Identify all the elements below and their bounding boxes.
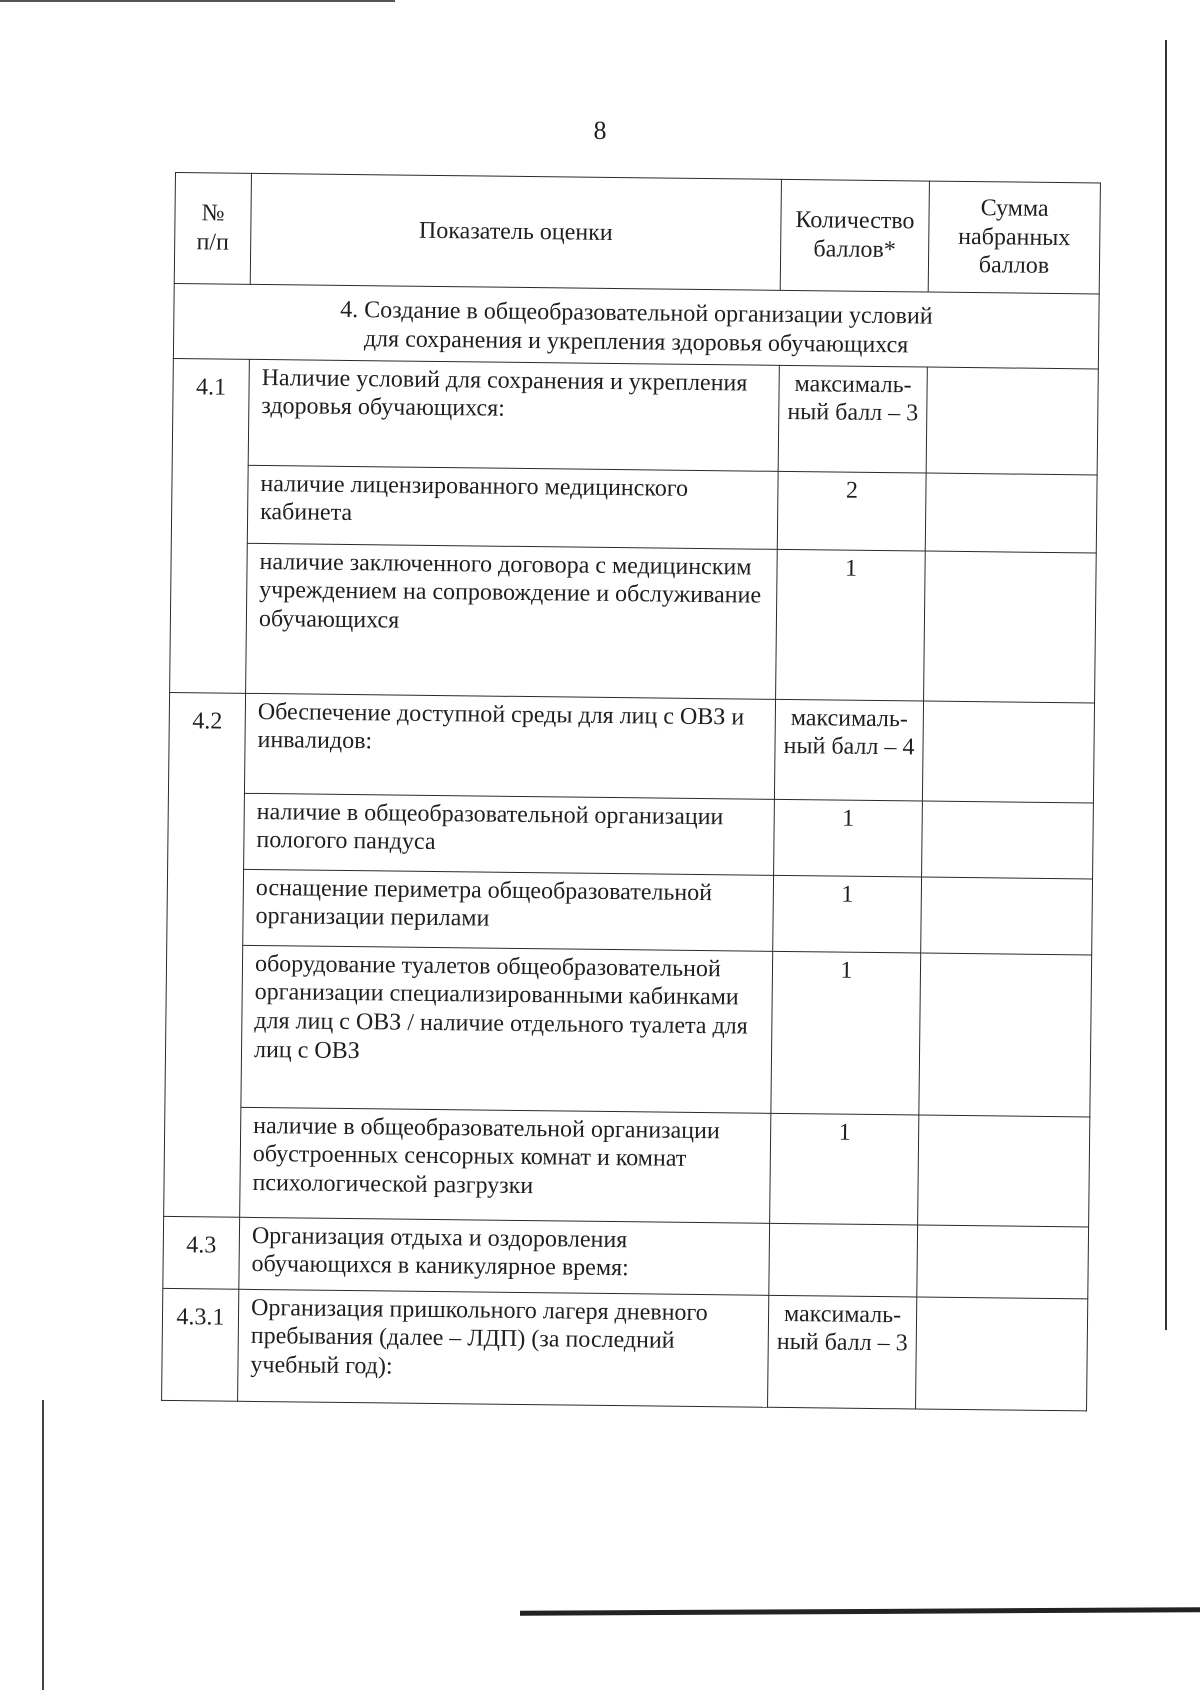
row-indicator: Организация отдыха и оздоровления обучающихся в каникулярное время: [239,1217,770,1295]
row-points: 1 [770,1113,919,1225]
row-indicator: наличие в общеобразовательной организации обустроенных сенсорных комнат и комнат психологической разгрузки [240,1107,771,1223]
row-indicator: наличие лицензированного медицинского кабинета [247,465,778,549]
row-sum [918,1115,1090,1227]
header-points [780,179,929,292]
table-row [162,1288,1088,1410]
row-sum [917,1225,1089,1299]
row-points [769,1223,918,1297]
scan-edge-top [0,0,395,2]
header-sum-line: баллов [978,252,1050,280]
header-indicator: Показатель оценки [250,173,781,290]
header-num-line: п/п [196,229,230,256]
row-sum [926,367,1098,475]
row-sum [925,473,1097,553]
section-title-line: для сохранения и укрепления здоровья обучающихся [363,325,909,359]
section-title-line: 4. Создание в общеобразовательной организации условий [340,296,933,330]
row-points: 1 [776,549,926,701]
header-sum [928,181,1100,294]
row-points: максималь- ный балл – 3 [778,365,927,473]
row-points: 1 [773,875,922,953]
row-sum [921,877,1093,955]
header-sum-line: Сумма [980,194,1049,222]
row-indicator: Наличие условий для сохранения и укрепления здоровья обучающихся: [248,359,779,471]
row-number: 4.1 [170,358,250,693]
row-sum [916,1297,1088,1411]
table-header-row [174,173,1100,294]
row-indicator: оснащение периметра общеобразовательной организации перилами [243,869,774,951]
row-sum [919,953,1092,1117]
row-points: максималь- ный балл – 4 [774,699,923,801]
section-row [173,283,1099,368]
header-num-line: № [201,200,225,227]
row-sum [922,701,1094,803]
row-indicator: наличие в общеобразовательной организации пологого пандуса [244,793,775,875]
header-sum-line: набранных [958,223,1071,251]
row-points: 2 [777,471,926,551]
row-points: 1 [774,799,923,877]
table-row [171,464,1097,552]
row-sum [922,801,1094,879]
row-number: 4.3 [163,1216,240,1289]
section-title [173,283,1099,368]
scan-edge-left [42,1400,44,1690]
row-indicator: Организация пришкольного лагеря дневного пребывания (далее – ЛДП) (за последний учебный год): [238,1289,769,1407]
table-row [172,358,1098,474]
row-sum [924,551,1097,703]
scan-edge-bottom [520,1607,1200,1616]
header-num [174,173,251,285]
table-row [168,792,1094,878]
row-number: 4.3.1 [162,1288,239,1401]
header-points-line: Количество [795,207,915,235]
table-row [164,1106,1090,1226]
row-points: 1 [771,951,921,1115]
table-row [170,542,1097,702]
row-number: 4.2 [164,692,246,1217]
evaluation-table [161,172,1101,1411]
row-indicator: оборудование туалетов общеобразовательной организации специализированными кабинками для лиц с ОВЗ / наличие отдельного туалета для лиц с ОВЗ [241,945,773,1113]
scan-edge-right [1165,40,1167,1330]
table-row [167,868,1093,954]
table-row [165,944,1092,1116]
table-row [168,692,1094,802]
page-number: 8 [593,116,607,145]
header-points-line: баллов* [813,236,896,264]
table-row [163,1216,1089,1298]
row-indicator: Обеспечение доступной среды для лиц с ОВЗ и инвалидов: [244,693,775,799]
row-points: максималь- ный балл – 3 [768,1295,917,1409]
row-indicator: наличие заключенного договора с медицинским учреждением на сопровождение и обслуживание обучающихся [246,543,778,699]
